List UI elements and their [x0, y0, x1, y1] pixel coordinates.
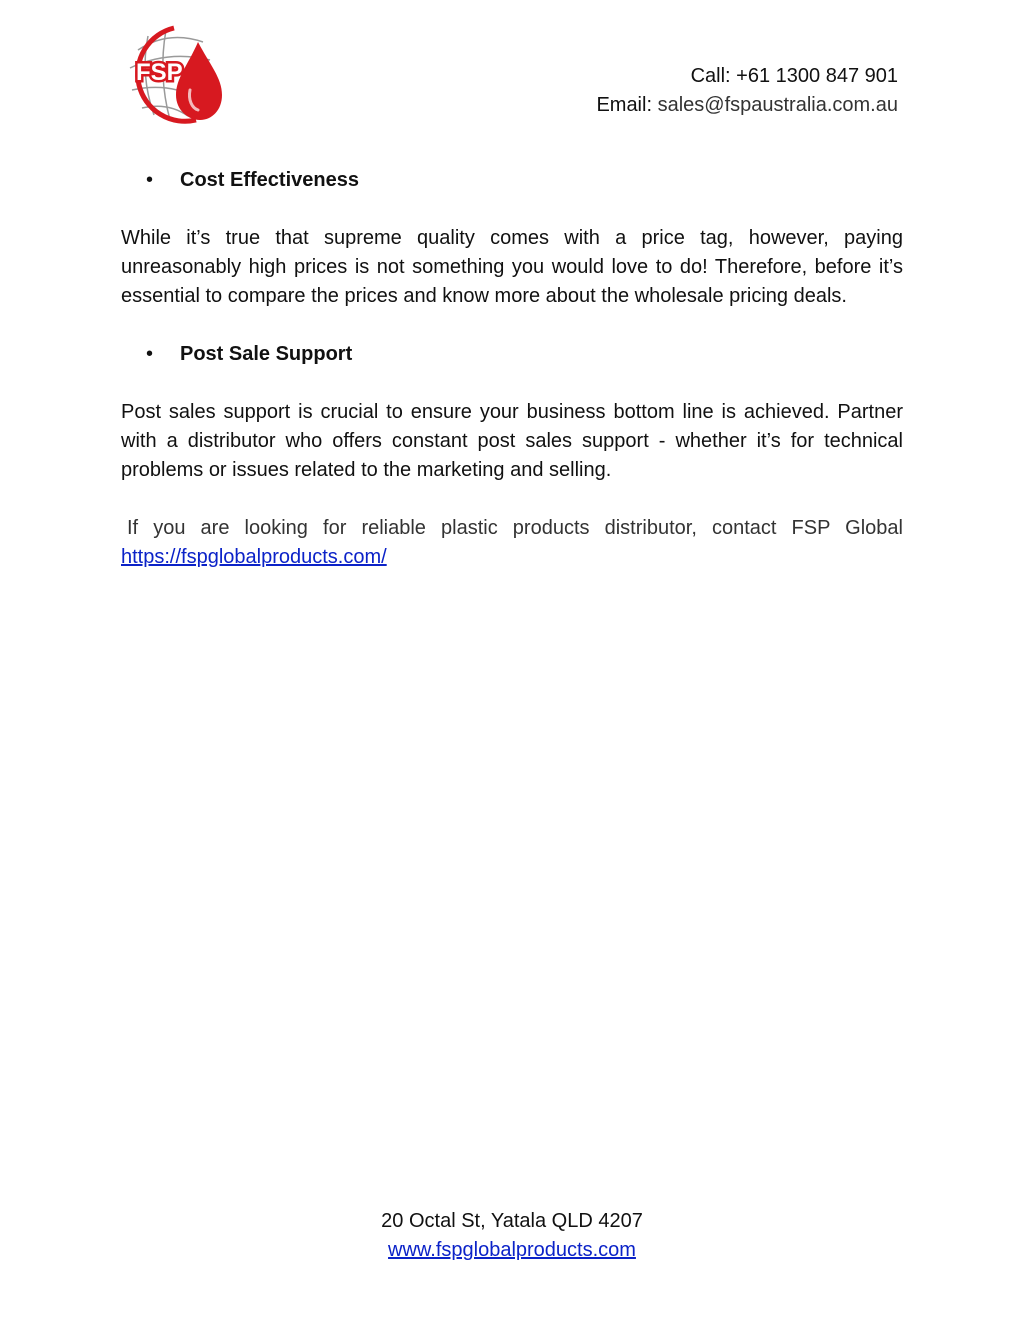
- call-line: [596, 62, 898, 91]
- email-line: [596, 91, 898, 120]
- paragraph-cost: While it’s true that supreme quality comes with a price tag, however, paying unreasonably high prices is not something you would love to do! Therefore, before it’s essential to compare the prices and know more about the wholesale pricing deals.: [121, 227, 903, 307]
- cta-paragraph: If you are looking for reliable plastic products distributor, contact FSP Global: [127, 517, 903, 539]
- bullet-cost-effectiveness: [121, 166, 903, 195]
- contact-block: [596, 62, 898, 120]
- call-label: Call:: [690, 65, 731, 87]
- footer-website-link[interactable]: www.fspglobalproducts.com: [388, 1239, 636, 1261]
- footer-address: 20 Octal St, Yatala QLD 4207: [381, 1210, 643, 1232]
- fsp-global-link[interactable]: https://fspglobalproducts.com/: [121, 546, 387, 568]
- paragraph-support: Post sales support is crucial to ensure your business bottom line is achieved. Partner with a distributor who offers constant post sales support - whether it’s for technical problems or issues related to the marketing and selling.: [121, 401, 903, 481]
- call-value: +61 1300 847 901: [736, 65, 898, 87]
- bullet-glyph: •: [146, 343, 154, 365]
- bullet-glyph: •: [146, 169, 154, 191]
- document-body: [121, 166, 903, 572]
- logo-text: FSP: [136, 59, 183, 86]
- bullet-post-sale-support: [121, 340, 903, 369]
- section-heading: Cost Effectiveness: [180, 169, 359, 191]
- email-label: Email:: [596, 94, 653, 116]
- footer: [0, 1207, 1024, 1265]
- fsp-logo: [118, 20, 226, 132]
- email-value: sales@fspaustralia.com.au: [657, 94, 898, 116]
- section-heading: Post Sale Support: [180, 343, 353, 365]
